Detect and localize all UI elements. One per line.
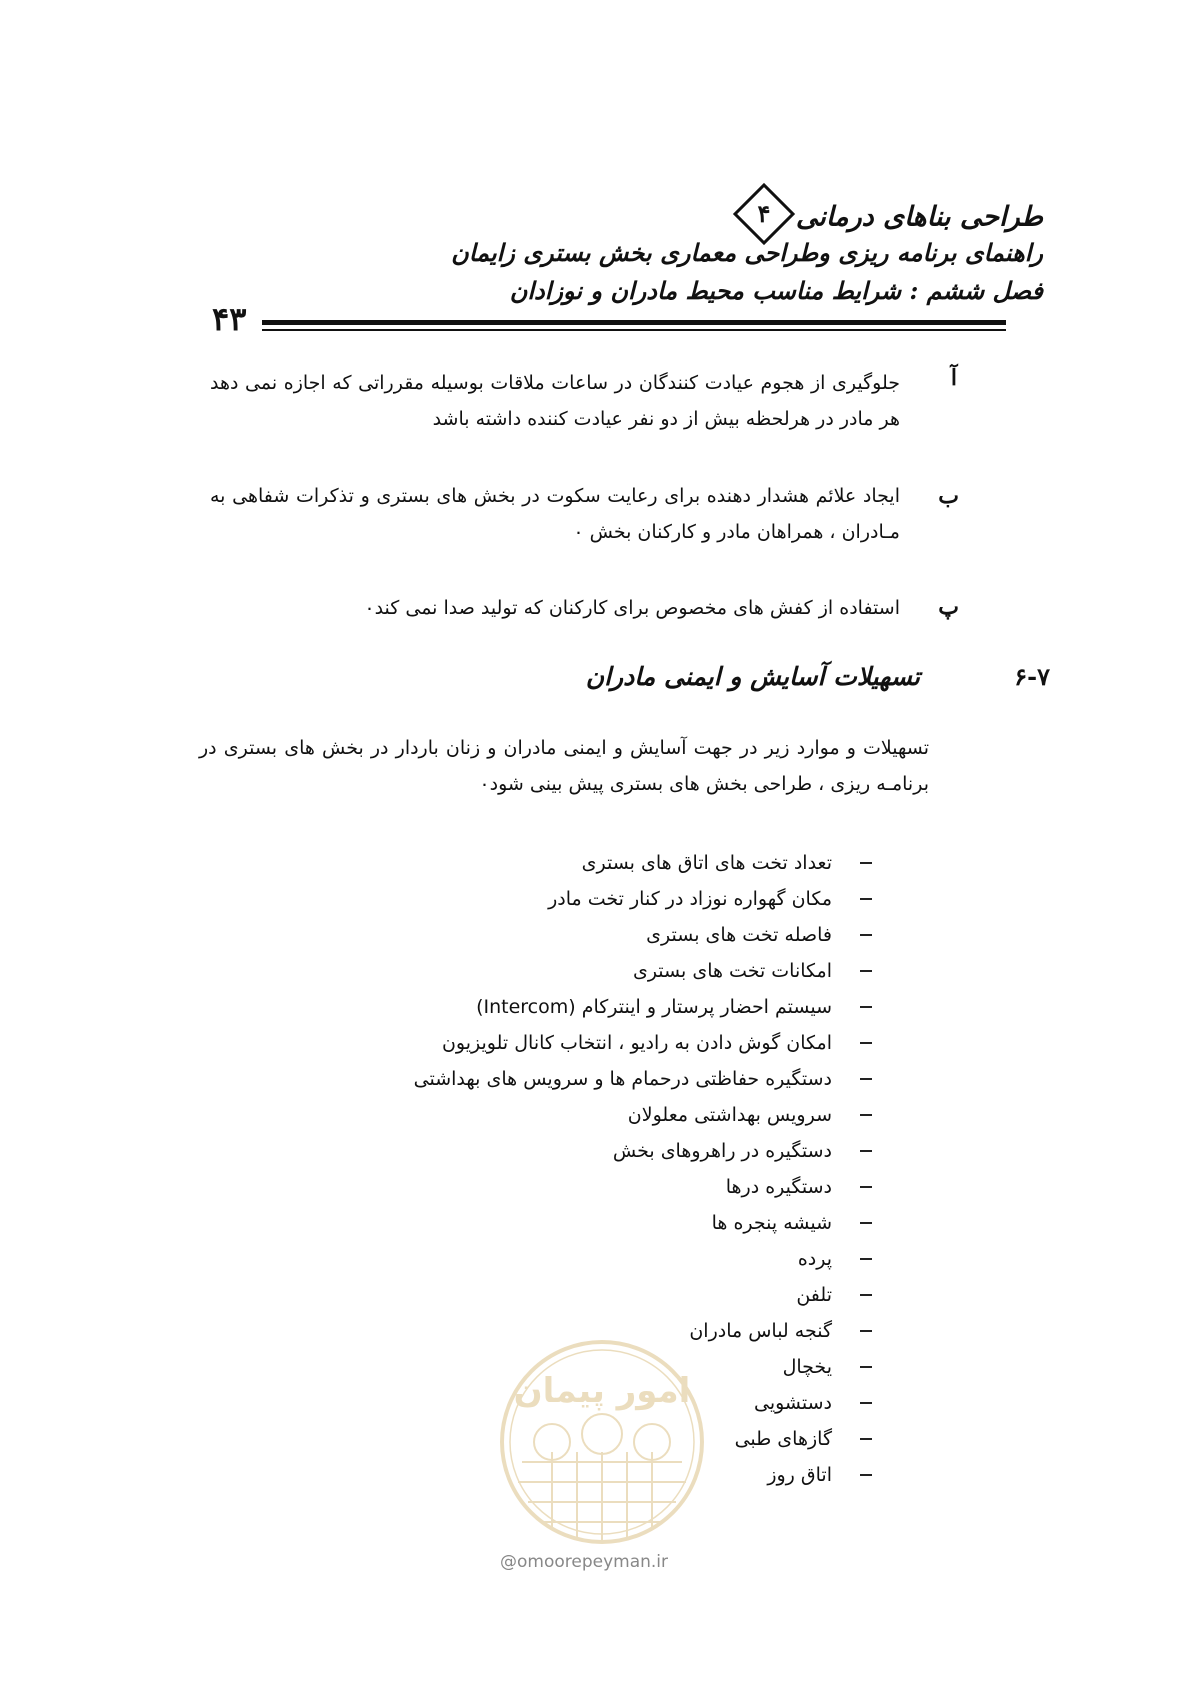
item-marker-p: پ (938, 594, 959, 620)
section-intro: تسهیلات و موارد زیر در جهت آسایش و ایمنی مادران و زنان باردار در بخش های بستری در برنامـه ریزی ، طراحی بخش های بستری پیش بینی شود۰ (199, 737, 929, 795)
list-item: دستشویی (414, 1385, 872, 1421)
list-item: گنجه لباس مادران (414, 1313, 872, 1349)
list-item: فاصله تخت های بستری (414, 917, 872, 953)
list-item: دستگیره در راهروهای بخش (414, 1133, 872, 1169)
dash-bullet (860, 1114, 872, 1116)
dash-bullet (860, 1474, 872, 1476)
dash-bullet (860, 1330, 872, 1332)
book-title (736, 196, 1043, 240)
dash-bullet (860, 1402, 872, 1404)
list-item: مکان گهواره نوزاد در کنار تخت مادر (414, 881, 872, 917)
list-item: پرده (414, 1241, 872, 1277)
dash-bullet (860, 1042, 872, 1044)
header-rule-thin (262, 329, 1006, 331)
dash-bullet (860, 1366, 872, 1368)
list-item: تلفن (414, 1277, 872, 1313)
dash-bullet (860, 1150, 872, 1152)
list-item: دستگیره درها (414, 1169, 872, 1205)
list-item: اتاق روز (414, 1457, 872, 1493)
dash-bullet (860, 1294, 872, 1296)
list-item: دستگیره حفاظتی درحمام ها و سرویس های بهداشتی (414, 1061, 872, 1097)
watermark-logo (492, 1332, 712, 1552)
chapter-title: فصل ششم : شرایط مناسب محیط مادران و نوزادان (509, 276, 1043, 305)
dash-bullet (860, 862, 872, 864)
section-number: ۶-۷ (1014, 662, 1050, 691)
item-marker-b: ب (938, 483, 959, 509)
list-item: گازهای طبی (414, 1421, 872, 1457)
dash-bullet (860, 1186, 872, 1188)
item-text-b: ایجاد علائم هشدار دهنده برای رعایت سکوت در بخش های بستری و تذکرات شفاهی به مـادران ، همراهان مادر و کارکنان بخش ۰ (210, 485, 900, 543)
volume-badge (733, 183, 795, 245)
list-item: یخچال (414, 1349, 872, 1385)
book-title-text: طراحی بناهای درمانی (795, 201, 1043, 233)
list-item: تعداد تخت های اتاق های بستری (414, 845, 872, 881)
section-title: تسهیلات آسایش و ایمنی مادران (585, 662, 920, 691)
list-item: امکان گوش دادن به رادیو ، انتخاب کانال تلویزیون (414, 1025, 872, 1061)
header-rule-thick (262, 320, 1006, 325)
page-number: ۴۳ (212, 300, 247, 338)
dash-bullet (860, 970, 872, 972)
item-text-a: جلوگیری از هجوم عیادت کنندگان در ساعات ملاقات بوسیله مقرراتی که اجازه نمی دهد هر مادر در هرلحظه بیش از دو نفر عیادت کننده داشته باشد (210, 372, 900, 430)
dash-bullet (860, 1078, 872, 1080)
list-item: سرویس بهداشتی معلولان (414, 1097, 872, 1133)
list-item: سیستم احضار پرستار و اینترکام (Intercom) (414, 989, 872, 1025)
volume-number: ۴ (758, 199, 771, 228)
item-text-p: استفاده از کفش های مخصوص برای کارکنان که تولید صدا نمی کند۰ (364, 597, 900, 619)
list-item: شیشه پنجره ها (414, 1205, 872, 1241)
book-subtitle: راهنمای برنامه ریزی وطراحی معماری بخش بستری زایمان (451, 238, 1043, 267)
dash-bullet (860, 934, 872, 936)
dash-bullet (860, 1258, 872, 1260)
dash-bullet (860, 1006, 872, 1008)
watermark-logo-text: امور پیمان (513, 1371, 691, 1411)
watermark-url: @omoorepeyman.ir (500, 1552, 669, 1572)
dash-bullet (860, 1222, 872, 1224)
dash-bullet (860, 1438, 872, 1440)
item-marker-a: آ (950, 365, 957, 391)
list-item: امکانات تخت های بستری (414, 953, 872, 989)
dash-bullet (860, 898, 872, 900)
